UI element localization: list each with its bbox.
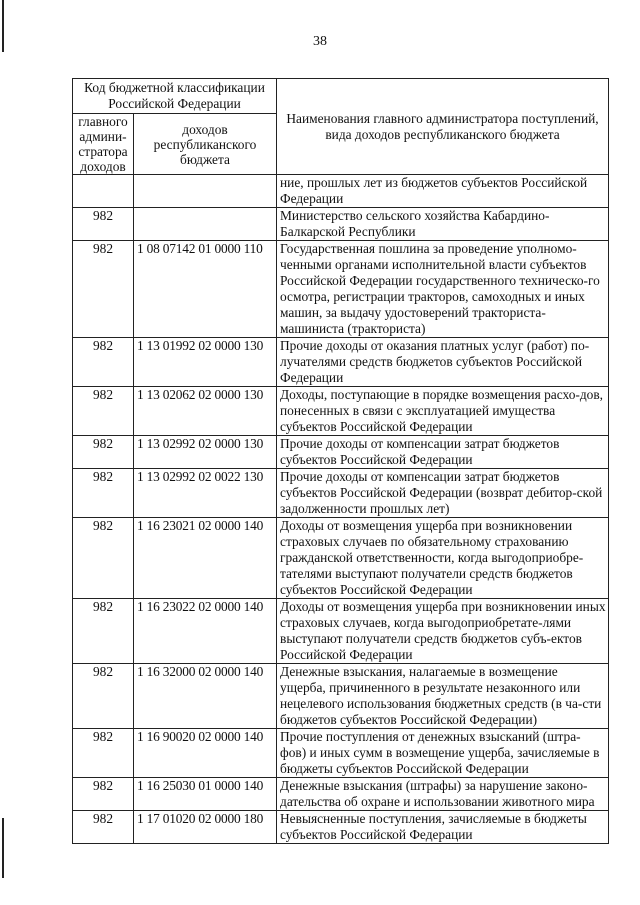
header-income-column: доходов республиканского бюджета [134, 114, 277, 175]
admin-code-cell: 982 [73, 778, 134, 811]
income-name-cell: Прочие доходы от оказания платных услуг (работ) по-лучателями средств бюджетов субъектов Российской Федерации [277, 338, 609, 387]
income-name-cell: Денежные взыскания (штрафы) за нарушение законо-дательства об охране и использовании животного мира [277, 778, 609, 811]
scan-edge-mark [2, 818, 4, 878]
table-row [73, 387, 609, 436]
admin-code-cell: 982 [73, 664, 134, 729]
income-name-cell: Прочие поступления от денежных взысканий (штра-фов) и иных сумм в возмещение ущерба, зачисляемые в бюджеты субъектов Российской Федерации [277, 729, 609, 778]
admin-code-cell: 982 [73, 811, 134, 844]
table-row [73, 208, 609, 241]
admin-code-cell: 982 [73, 387, 134, 436]
income-code-cell: 1 13 02992 02 0022 130 [134, 469, 277, 518]
income-code-cell: 1 13 02062 02 0000 130 [134, 387, 277, 436]
table-row [73, 241, 609, 338]
admin-code-cell: 982 [73, 436, 134, 469]
income-code-cell: 1 16 25030 01 0000 140 [134, 778, 277, 811]
table-row [73, 664, 609, 729]
table-row [73, 436, 609, 469]
header-name-column: Наименования главного администратора поступлений, вида доходов республиканского бюджета [277, 79, 609, 175]
table-row [73, 811, 609, 844]
table-row [73, 338, 609, 387]
admin-code-cell [73, 175, 134, 208]
income-code-cell: 1 13 02992 02 0000 130 [134, 436, 277, 469]
admin-code-cell: 982 [73, 518, 134, 599]
income-name-cell: Невыясненные поступления, зачисляемые в бюджеты субъектов Российской Федерации [277, 811, 609, 844]
table-body [73, 175, 609, 844]
table-row [73, 175, 609, 208]
income-code-cell [134, 208, 277, 241]
header-admin-column: главного админи-стратора доходов [73, 114, 134, 175]
income-name-cell: Денежные взыскания, налагаемые в возмещение ущерба, причиненного в результате незаконного или нецелевого использования бюджетных средств (в ча-сти бюджетов субъектов Российской Федерации) [277, 664, 609, 729]
admin-code-cell: 982 [73, 729, 134, 778]
table-row [73, 469, 609, 518]
income-code-cell: 1 08 07142 01 0000 110 [134, 241, 277, 338]
table-row [73, 729, 609, 778]
income-code-cell: 1 16 23021 02 0000 140 [134, 518, 277, 599]
admin-code-cell: 982 [73, 241, 134, 338]
table-header [73, 79, 609, 175]
income-name-cell: Доходы от возмещения ущерба при возникновении страховых случаев по обязательному страхованию гражданской ответственности, когда выгодоприобре-тателями выступают получатели средств бюджетов субъектов Российской Федерации [277, 518, 609, 599]
income-code-cell: 1 16 23022 02 0000 140 [134, 599, 277, 664]
income-code-cell [134, 175, 277, 208]
admin-code-cell: 982 [73, 599, 134, 664]
income-name-cell: ние, прошлых лет из бюджетов субъектов Российской Федерации [277, 175, 609, 208]
income-code-cell: 1 17 01020 02 0000 180 [134, 811, 277, 844]
header-group-title: Код бюджетной классификации Российской Федерации [73, 79, 277, 114]
income-code-cell: 1 16 90020 02 0000 140 [134, 729, 277, 778]
income-name-cell: Доходы от возмещения ущерба при возникновении иных страховых случаев, когда выгодоприобретате-лями выступают получатели средств бюджетов субъ-ектов Российской Федерации [277, 599, 609, 664]
income-code-cell: 1 16 32000 02 0000 140 [134, 664, 277, 729]
income-code-cell: 1 13 01992 02 0000 130 [134, 338, 277, 387]
income-name-cell: Доходы, поступающие в порядке возмещения расхо-дов, понесенных в связи с эксплуатацией имущества субъектов Российской Федерации [277, 387, 609, 436]
table-row [73, 599, 609, 664]
admin-code-cell: 982 [73, 469, 134, 518]
table-row [73, 518, 609, 599]
income-name-cell: Государственная пошлина за проведение уполномо-ченными органами исполнительной власти субъектов Российской Федерации государственного техническо-го осмотра, регистрации тракторов, самоходных и иных машин, за выдачу удостоверений тракториста-машиниста (тракториста) [277, 241, 609, 338]
admin-code-cell: 982 [73, 208, 134, 241]
table-row [73, 778, 609, 811]
income-name-cell: Прочие доходы от компенсации затрат бюджетов субъектов Российской Федерации [277, 436, 609, 469]
income-name-cell: Прочие доходы от компенсации затрат бюджетов субъектов Российской Федерации (возврат дебитор-ской задолженности прошлых лет) [277, 469, 609, 518]
income-name-cell: Министерство сельского хозяйства Кабардино-Балкарской Республики [277, 208, 609, 241]
admin-code-cell: 982 [73, 338, 134, 387]
page-number: 38 [313, 34, 327, 49]
budget-classification-table [72, 78, 609, 844]
